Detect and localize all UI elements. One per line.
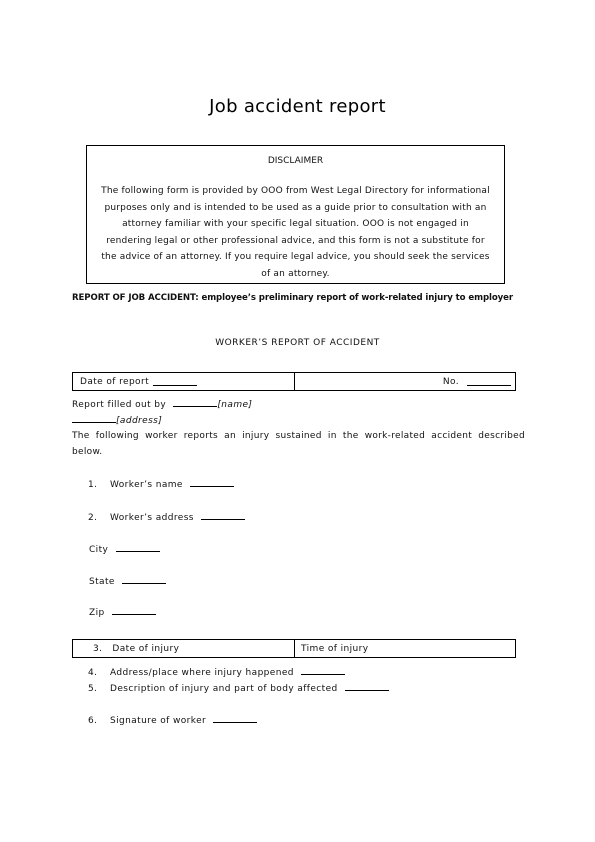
disclaimer-text: The following form is provided by OOO from West Legal Directory for informational purposes only and is intended to be used as a guide prior to consultation with an attorney familiar with your specific legal situation. OOO is not engaged in rendering legal or other professional advice, and this form is not a substitute for the advice of an attorney. If you require legal advice, you should seek the services of an attorney. [101,186,490,279]
disclaimer-box [86,145,505,284]
filled-by-line [72,398,252,410]
item-injury-place [88,666,345,678]
item-city [89,543,160,555]
report-number-cell [295,373,515,390]
date-of-report-field[interactable] [153,377,197,386]
item1-number: 1. [88,480,98,490]
date-of-report-cell [73,373,295,390]
item5-label: Description of injury and part of body affected [110,684,338,694]
signature-field[interactable] [213,714,257,723]
item6-label: Signature of worker [110,716,207,726]
state-field[interactable] [122,575,166,584]
filled-by-address-field[interactable] [72,414,116,423]
city-label: City [89,545,109,555]
workers-report-heading: WORKER’S REPORT OF ACCIDENT [215,338,380,348]
item-zip [89,606,156,618]
item2-label: Worker’s address [110,513,194,523]
item5-number: 5. [88,684,98,694]
filled-by-address-hint: [address] [116,416,163,426]
intro-text: The following worker reports an injury sustained in the work-related accident described below. [72,431,525,457]
report-heading: REPORT OF JOB ACCIDENT: employee’s preliminary report of work-related injury to employer [72,293,514,303]
worker-name-field[interactable] [190,478,234,487]
city-field[interactable] [116,543,160,552]
item-injury-description [88,682,389,694]
item6-number: 6. [88,716,98,726]
filled-by-name-hint: [name] [217,400,253,410]
date-of-injury-label: Date of injury [112,643,180,654]
zip-field[interactable] [112,606,156,615]
time-of-injury-cell[interactable] [295,640,515,657]
worker-address-field[interactable] [201,511,245,520]
zip-label: Zip [89,608,105,618]
time-of-injury-label: Time of injury [301,643,369,654]
item1-label: Worker’s name [110,480,183,490]
injury-description-field[interactable] [345,682,389,691]
document-title: Job accident report [209,96,386,117]
disclaimer-heading: DISCLAIMER [267,156,324,166]
filled-by-name-field[interactable] [173,398,217,407]
date-of-injury-row [72,639,516,658]
item-state [89,575,166,587]
state-label: State [89,577,115,587]
item-worker-name [88,478,234,490]
item-signature [88,714,257,726]
report-number-field[interactable] [467,377,511,386]
date-of-report-row [72,372,516,391]
item4-number: 4. [88,668,98,678]
date-of-report-label: Date of report [80,376,149,387]
filled-by-label: Report filled out by [72,400,167,410]
item4-label: Address/place where injury happened [110,668,294,678]
item3-number: 3. [93,643,103,654]
report-number-label: No. [442,376,459,387]
injury-place-field[interactable] [301,666,345,675]
item-worker-address [88,511,245,523]
date-of-injury-cell[interactable] [73,640,295,657]
item2-number: 2. [88,513,98,523]
filled-by-address-line [72,414,162,426]
